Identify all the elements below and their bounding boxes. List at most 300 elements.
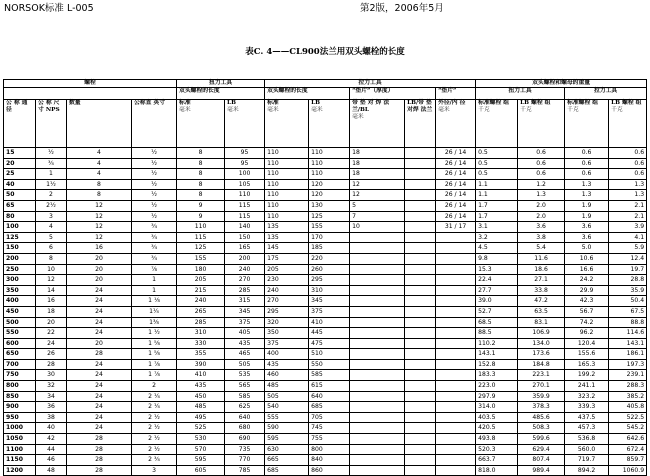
table-cell: 375: [265, 338, 309, 349]
table-cell: 4: [67, 169, 132, 180]
table-cell: 88.8: [609, 317, 647, 328]
table-cell: [405, 381, 436, 392]
table-cell: 1200: [4, 465, 36, 476]
table-cell: 1.3: [518, 190, 565, 201]
table-cell: 155: [309, 222, 350, 233]
table-cell: 585: [309, 370, 350, 381]
table-cell: [436, 296, 476, 307]
table-cell: 110.2: [476, 338, 518, 349]
table-cell: 450: [177, 391, 225, 402]
table-cell: 155.6: [565, 349, 609, 360]
table-cell: 950: [4, 412, 36, 423]
table-cell: 24: [67, 317, 132, 328]
header-row-2: [4, 88, 647, 100]
table-cell: 500: [4, 317, 36, 328]
table-cell: 105: [225, 179, 265, 190]
table-cell: 785: [225, 465, 265, 476]
table-cell: [405, 328, 436, 339]
table-cell: ½: [132, 211, 177, 222]
table-cell: 595: [265, 434, 309, 445]
table-cell: 36: [36, 402, 67, 413]
table-cell: 12: [67, 200, 132, 211]
table-cell: 183.3: [476, 370, 518, 381]
table-cell: 1.1: [476, 190, 518, 201]
table-cell: 457.3: [565, 423, 609, 434]
table-cell: 0.6: [518, 158, 565, 169]
table-cell: 28: [67, 455, 132, 466]
table-cell: 807.4: [518, 455, 565, 466]
table-cell: 12: [36, 275, 67, 286]
table-cell: 605: [177, 465, 225, 476]
table-cell: ½: [132, 158, 177, 169]
table-cell: 18.6: [518, 264, 565, 275]
table-cell: 285: [225, 285, 265, 296]
col-wt2-std-header: 标准螺栓 组 千克: [565, 100, 609, 148]
table-cell: 505: [225, 359, 265, 370]
table-cell: 67.5: [609, 306, 647, 317]
torque-stud-length-header: 双头螺栓的长度: [177, 88, 265, 100]
table-cell: 26 / 14: [436, 190, 476, 201]
table-cell: 28: [67, 465, 132, 476]
table-row: [4, 317, 647, 328]
table-cell: 540: [265, 402, 309, 413]
table-cell: [405, 444, 436, 455]
table-cell: 1: [132, 275, 177, 286]
table-cell: [405, 190, 436, 201]
table-cell: 705: [309, 412, 350, 423]
table-cell: 2½: [36, 200, 67, 211]
table-cell: 270: [265, 296, 309, 307]
table-cell: 15: [4, 148, 36, 159]
table-cell: 28: [36, 359, 67, 370]
table-cell: 1⅜: [132, 317, 177, 328]
table-cell: 270: [225, 275, 265, 286]
table-cell: 34: [36, 391, 67, 402]
table-cell: 20: [36, 317, 67, 328]
table-cell: 265: [177, 306, 225, 317]
table-cell: 30: [36, 370, 67, 381]
table-cell: 2.0: [518, 200, 565, 211]
table-cell: 435: [225, 338, 265, 349]
table-body: [4, 148, 647, 476]
table-cell: 18: [350, 148, 405, 159]
table-cell: [436, 412, 476, 423]
table-cell: 510: [309, 349, 350, 360]
table-cell: 3: [132, 465, 177, 476]
table-cell: 74.2: [565, 317, 609, 328]
table-cell: ¾: [132, 243, 177, 254]
bolt-group-header: 螺栓: [4, 80, 177, 88]
table-cell: [350, 306, 405, 317]
table-cell: ⅞: [132, 264, 177, 275]
table-cell: 485.6: [518, 412, 565, 423]
table-cell: 18: [36, 306, 67, 317]
table-cell: [436, 465, 476, 476]
table-cell: 2 ½: [132, 444, 177, 455]
table-cell: [350, 285, 405, 296]
table-cell: [436, 349, 476, 360]
table-row: [4, 190, 647, 201]
table-row: [4, 338, 647, 349]
table-cell: 680: [225, 423, 265, 434]
table-cell: 20: [67, 338, 132, 349]
table-cell: 535: [225, 370, 265, 381]
table-cell: [436, 285, 476, 296]
table-cell: 685: [309, 402, 350, 413]
table-cell: 115: [225, 211, 265, 222]
table-cell: [405, 412, 436, 423]
table-cell: 241.1: [565, 381, 609, 392]
table-cell: 260: [309, 264, 350, 275]
table-cell: 0.5: [476, 169, 518, 180]
table-cell: 175: [265, 253, 309, 264]
table-cell: 8: [67, 179, 132, 190]
header-row-1: [4, 80, 647, 88]
col-wt2-lb-header: LB 螺栓 组 千克: [609, 100, 647, 148]
table-cell: 600: [4, 338, 36, 349]
table-cell: 31 / 17: [436, 222, 476, 233]
table-cell: 350: [265, 328, 309, 339]
table-cell: [405, 275, 436, 286]
table-cell: 410: [177, 370, 225, 381]
weight-tension-header: 拉力工具: [565, 88, 647, 100]
table-cell: 1.3: [609, 179, 647, 190]
table-cell: 339.3: [565, 402, 609, 413]
table-cell: 48: [36, 465, 67, 476]
table-cell: 465: [225, 349, 265, 360]
table-cell: [436, 402, 476, 413]
table-cell: 199.2: [565, 370, 609, 381]
table-cell: 545.2: [609, 423, 647, 434]
table-cell: 2 ¼: [132, 391, 177, 402]
table-cell: 1.3: [565, 190, 609, 201]
table-cell: [436, 423, 476, 434]
table-cell: [405, 317, 436, 328]
table-cell: 570: [177, 444, 225, 455]
table-cell: 2 ½: [132, 434, 177, 445]
table-cell: 223.1: [518, 370, 565, 381]
table-cell: 20: [4, 158, 36, 169]
table-cell: 420.5: [476, 423, 518, 434]
table-cell: 65: [4, 200, 36, 211]
table-cell: 3.1: [476, 222, 518, 233]
table-cell: 240: [177, 296, 225, 307]
table-cell: 297.9: [476, 391, 518, 402]
table-cell: 330: [177, 338, 225, 349]
col-w-lb-header: LB/带 垫对焊 法兰: [405, 100, 436, 148]
table-cell: 5: [350, 200, 405, 211]
table-cell: 1060.9: [609, 465, 647, 476]
table-row: [4, 455, 647, 466]
table-cell: 200: [4, 253, 36, 264]
table-cell: 12: [350, 179, 405, 190]
table-cell: 100: [225, 169, 265, 180]
table-cell: 110: [309, 158, 350, 169]
table-cell: 640: [309, 391, 350, 402]
table-cell: 10: [350, 222, 405, 233]
table-cell: 522.5: [609, 412, 647, 423]
table-cell: 405.8: [609, 402, 647, 413]
table-cell: 10: [36, 264, 67, 275]
table-cell: 63.5: [518, 306, 565, 317]
table-cell: 750: [4, 370, 36, 381]
table-cell: 12.4: [609, 253, 647, 264]
table-cell: 700: [4, 359, 36, 370]
table-cell: 24: [67, 381, 132, 392]
table-cell: 110: [265, 148, 309, 159]
col-qty-header: 数量: [67, 100, 132, 148]
table-cell: 143.1: [609, 338, 647, 349]
table-cell: [405, 423, 436, 434]
col-lb-header: LB 毫米: [225, 100, 265, 148]
table-cell: [436, 243, 476, 254]
table-cell: 0.6: [609, 169, 647, 180]
table-cell: 24: [36, 338, 67, 349]
table-cell: [436, 338, 476, 349]
table-cell: 19.7: [609, 264, 647, 275]
table-cell: 493.8: [476, 434, 518, 445]
table-cell: 24: [67, 359, 132, 370]
table-cell: 5.4: [518, 243, 565, 254]
table-cell: 155: [177, 253, 225, 264]
table-cell: 114.6: [609, 328, 647, 339]
table-cell: [350, 465, 405, 476]
table-cell: 390: [177, 359, 225, 370]
table-row: [4, 264, 647, 275]
table-cell: [405, 158, 436, 169]
table-cell: 52.7: [476, 306, 518, 317]
table-cell: 24: [67, 306, 132, 317]
table-cell: [405, 391, 436, 402]
table-cell: 26 / 14: [436, 148, 476, 159]
table-cell: 410: [309, 317, 350, 328]
table-cell: 375: [225, 317, 265, 328]
table-cell: 8: [177, 148, 225, 159]
table-cell: 1.7: [476, 211, 518, 222]
document-header-left: NORSOK标准 L-005: [4, 3, 94, 14]
table-cell: 18: [350, 158, 405, 169]
torque-tool-header: 扭力工具: [177, 80, 265, 88]
table-cell: 110: [265, 158, 309, 169]
table-row: [4, 232, 647, 243]
table-cell: 26 / 14: [436, 158, 476, 169]
table-cell: 200: [225, 253, 265, 264]
table-cell: 285: [177, 317, 225, 328]
table-cell: 0.6: [609, 148, 647, 159]
table-cell: 850: [4, 391, 36, 402]
table-row: [4, 349, 647, 360]
table-cell: 110: [265, 211, 309, 222]
table-cell: 0.6: [565, 148, 609, 159]
table-cell: 26 / 14: [436, 200, 476, 211]
table-cell: 3: [36, 211, 67, 222]
table-cell: 3.6: [518, 222, 565, 233]
table-cell: 110: [177, 222, 225, 233]
table-cell: [405, 296, 436, 307]
table-cell: 690: [225, 434, 265, 445]
table-cell: 1: [132, 285, 177, 296]
table-cell: 26 / 14: [436, 179, 476, 190]
table-row: [4, 370, 647, 381]
table-cell: [405, 169, 436, 180]
table-cell: 550: [4, 328, 36, 339]
table-cell: 590: [265, 423, 309, 434]
col-t-lb-header: LB 毫米: [309, 100, 350, 148]
table-cell: 8: [36, 253, 67, 264]
table-cell: [405, 253, 436, 264]
table-cell: 1000: [4, 423, 36, 434]
table-cell: ½: [36, 148, 67, 159]
table-cell: 215: [177, 285, 225, 296]
table-cell: 205: [265, 264, 309, 275]
table-cell: 525: [177, 423, 225, 434]
table-cell: 40: [4, 179, 36, 190]
table-cell: 0.5: [476, 148, 518, 159]
table-cell: 3.6: [565, 222, 609, 233]
table-cell: 96.2: [565, 328, 609, 339]
table-cell: [350, 275, 405, 286]
table-cell: 355: [177, 349, 225, 360]
table-cell: 5.0: [565, 243, 609, 254]
table-row: [4, 402, 647, 413]
table-cell: 2.1: [609, 200, 647, 211]
table-cell: 615: [309, 381, 350, 392]
table-cell: 100: [4, 222, 36, 233]
col-t-std-header: 标准 毫米: [265, 100, 309, 148]
table-cell: [405, 338, 436, 349]
table-row: [4, 169, 647, 180]
table-cell: 24: [67, 412, 132, 423]
table-cell: 110: [309, 148, 350, 159]
table-cell: 1050: [4, 434, 36, 445]
table-cell: 220: [309, 253, 350, 264]
table-cell: [436, 306, 476, 317]
table-cell: [405, 285, 436, 296]
table-cell: 24: [67, 370, 132, 381]
table-cell: 989.4: [518, 465, 565, 476]
table-cell: 295: [309, 275, 350, 286]
table-cell: 400: [4, 296, 36, 307]
table-cell: 1½: [36, 179, 67, 190]
table-cell: 375: [309, 306, 350, 317]
table-cell: 130: [309, 200, 350, 211]
table-cell: [350, 232, 405, 243]
table-cell: 320: [265, 317, 309, 328]
table-row: [4, 444, 647, 455]
table-cell: 184.8: [518, 359, 565, 370]
table-cell: 800: [309, 444, 350, 455]
table-cell: ¾: [132, 232, 177, 243]
table-cell: 186.1: [609, 349, 647, 360]
table-cell: 2 ¼: [132, 402, 177, 413]
table-cell: 536.8: [565, 434, 609, 445]
table-cell: 300: [4, 275, 36, 286]
col-w-flange-header: 带 垫 对 焊 法兰/BL 毫米: [350, 100, 405, 148]
table-cell: 26 / 14: [436, 169, 476, 180]
table-cell: [436, 253, 476, 264]
table-cell: 1¼: [132, 306, 177, 317]
table-cell: [350, 444, 405, 455]
table-cell: 800: [4, 381, 36, 392]
table-cell: 50: [4, 190, 36, 201]
table-cell: [436, 444, 476, 455]
table-cell: 359.9: [518, 391, 565, 402]
table-cell: 230: [265, 275, 309, 286]
table-cell: 5: [36, 232, 67, 243]
table-cell: 460: [265, 370, 309, 381]
table-row: [4, 200, 647, 211]
table-cell: 145: [265, 243, 309, 254]
table-cell: 110: [265, 200, 309, 211]
table-cell: 9: [177, 211, 225, 222]
table-cell: 315: [225, 296, 265, 307]
table-cell: [436, 232, 476, 243]
table-cell: 345: [309, 296, 350, 307]
table-cell: 223.0: [476, 381, 518, 392]
table-cell: 173.6: [518, 349, 565, 360]
table-cell: 530: [177, 434, 225, 445]
table-cell: 435: [177, 381, 225, 392]
table-cell: 1 ⅞: [132, 370, 177, 381]
table-cell: [436, 328, 476, 339]
table-cell: 95: [225, 148, 265, 159]
table-cell: 28.8: [609, 275, 647, 286]
table-cell: [405, 370, 436, 381]
col-nominal-header: 公 称 通 径: [4, 100, 36, 148]
table-cell: [350, 391, 405, 402]
table-cell: 42: [36, 434, 67, 445]
table-cell: [405, 402, 436, 413]
table-cell: [405, 211, 436, 222]
table-cell: 110: [225, 190, 265, 201]
table-cell: 26: [36, 349, 67, 360]
table-cell: 595: [177, 455, 225, 466]
table-cell: 1 ⅞: [132, 359, 177, 370]
table-cell: 110: [309, 169, 350, 180]
table-cell: 39.0: [476, 296, 518, 307]
col-wt-lb-header: LB 螺栓 组 千克: [518, 100, 565, 148]
washer-header: “垫片”: [436, 88, 476, 100]
table-cell: 310: [309, 285, 350, 296]
table-row: [4, 306, 647, 317]
table-cell: 239.1: [609, 370, 647, 381]
table-cell: 4.1: [609, 232, 647, 243]
table-cell: 520.3: [476, 444, 518, 455]
table-cell: 4: [67, 148, 132, 159]
table-cell: 0.6: [565, 169, 609, 180]
table-cell: 1 ⅝: [132, 338, 177, 349]
table-cell: 20: [67, 275, 132, 286]
table-cell: 405: [225, 328, 265, 339]
table-cell: [350, 264, 405, 275]
table-cell: 437.5: [565, 412, 609, 423]
table-cell: 125: [309, 211, 350, 222]
table-cell: 445: [309, 328, 350, 339]
table-cell: [436, 391, 476, 402]
table-cell: 8: [67, 190, 132, 201]
table-cell: 2: [36, 190, 67, 201]
table-row: [4, 285, 647, 296]
table-row: [4, 275, 647, 286]
table-cell: [350, 328, 405, 339]
table-cell: 152.8: [476, 359, 518, 370]
table-cell: 9.8: [476, 253, 518, 264]
table-cell: 20: [67, 253, 132, 264]
table-cell: [436, 275, 476, 286]
table-cell: 24: [67, 285, 132, 296]
table-row: [4, 359, 647, 370]
table-cell: 288.3: [609, 381, 647, 392]
